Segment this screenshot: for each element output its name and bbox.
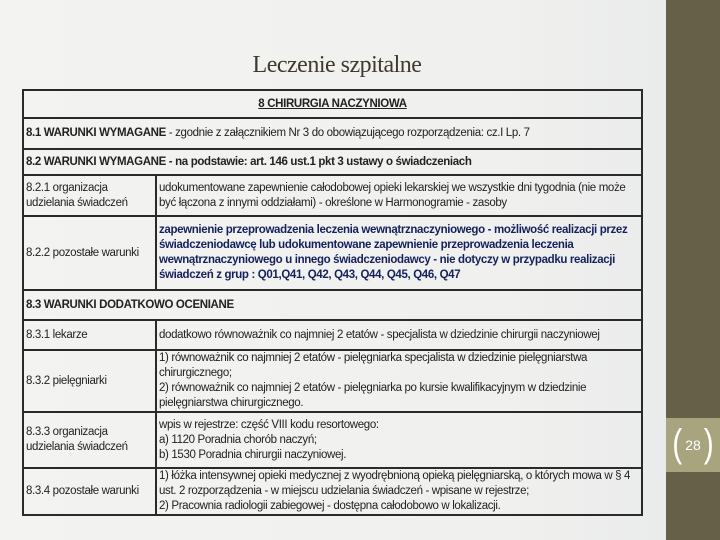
row-text: zapewnienie przeprowadzenia leczenia wewnątrznaczyniowego - możliwość realizacji przez świadczeniodawcę lub udokumentowane zapewnienie przeprowadzenia leczenia wewnątrznaczyniowego u innego świadczeniodawcy - nie dotyczy w przypadku realizacji świadczeń z grup : Q01,Q41, Q42, Q43, Q44, Q45, Q46, Q47 [156, 216, 642, 290]
row-text-line: wpis w rejestrze: część VIII kodu resortowego: [159, 418, 379, 431]
row-text [156, 468, 642, 515]
left-bracket-icon: ( [672, 422, 683, 466]
section-title: 8.1 WARUNKI WYMAGANE [26, 127, 166, 139]
table-row [23, 412, 642, 468]
table-row [23, 468, 642, 515]
page-number: 28 [685, 437, 701, 453]
row-label: 8.3.4 pozostałe warunki [23, 468, 156, 515]
requirements-table [22, 89, 643, 516]
table-row [23, 350, 642, 412]
row-text-line: b) 1530 Poradnia chirurgii naczyniowej. [159, 448, 347, 461]
row-label: 8.3.3 organizacja udzielania świadczeń [23, 412, 156, 468]
row-label: 8.2.1 organizacja udzielania świadczeń [23, 175, 156, 216]
table-row [23, 90, 642, 118]
table-row [23, 149, 642, 175]
section-text: - na podstawie: art. 146 ust.1 pkt 3 ustawy o świadczeniach [165, 155, 472, 168]
section-8-1 [23, 118, 642, 149]
section-8-3: 8.3 WARUNKI DODATKOWO OCENIANE [23, 290, 642, 320]
row-label: 8.2.2 pozostałe warunki [23, 216, 156, 290]
table-row [23, 175, 642, 216]
row-text [156, 350, 642, 412]
section-8-2 [23, 149, 642, 175]
row-text-line: 2) Pracownia radiologii zabiegowej - dostępna całodobowo w lokalizacji. [159, 500, 501, 512]
row-text: dodatkowo równoważnik co najmniej 2 etatów - specjalista w dziedzinie chirurgii naczyniowej [156, 320, 642, 350]
section-title: 8.2 WARUNKI WYMAGANE [26, 155, 166, 168]
row-text-line: 2) równoważnik co najmniej 2 etatów - pielęgniarka po kursie kwalifikacyjnym w dziedzinie pielęgniarstwa chirurgicznego. [159, 382, 587, 409]
table-row [23, 290, 642, 320]
table-row [23, 216, 642, 290]
row-text: udokumentowane zapewnienie całodobowej opieki lekarskiej we wszystkie dni tygodnia (nie może być łączona z innymi oddziałami) - określone w Harmonogramie - zasoby [156, 175, 642, 216]
table-header: 8 CHIRURGIA NACZYNIOWA [23, 90, 642, 118]
slide-title: Leczenie szpitalne [252, 52, 422, 78]
table-row [23, 320, 642, 350]
row-label: 8.3.2 pielęgniarki [23, 350, 156, 412]
row-text-line: 1) równoważnik co najmniej 2 etatów - pielęgniarka specjalista w dziedzinie pielęgniarstwa chirurgicznego; [159, 352, 588, 379]
row-text-line: a) 1120 Poradnia chorób naczyń; [159, 433, 317, 446]
section-text: - zgodnie z załącznikiem Nr 3 do obowiązującego rozporządzenia: cz.I Lp. 7 [165, 127, 530, 139]
row-text [156, 412, 642, 468]
right-bracket-icon: ) [703, 422, 714, 466]
row-label: 8.3.1 lekarze [23, 320, 156, 350]
row-text-line: 1) łóżka intensywnej opieki medycznej z wyodrębnioną opieką pielęgniarską, o których mowa w § 4 ust. 2 rozporządzenia - w miejscu udzielania świadczeń - wpisane w rejestrze; [159, 470, 631, 497]
table-row [23, 118, 642, 149]
page-number-box [666, 418, 720, 472]
